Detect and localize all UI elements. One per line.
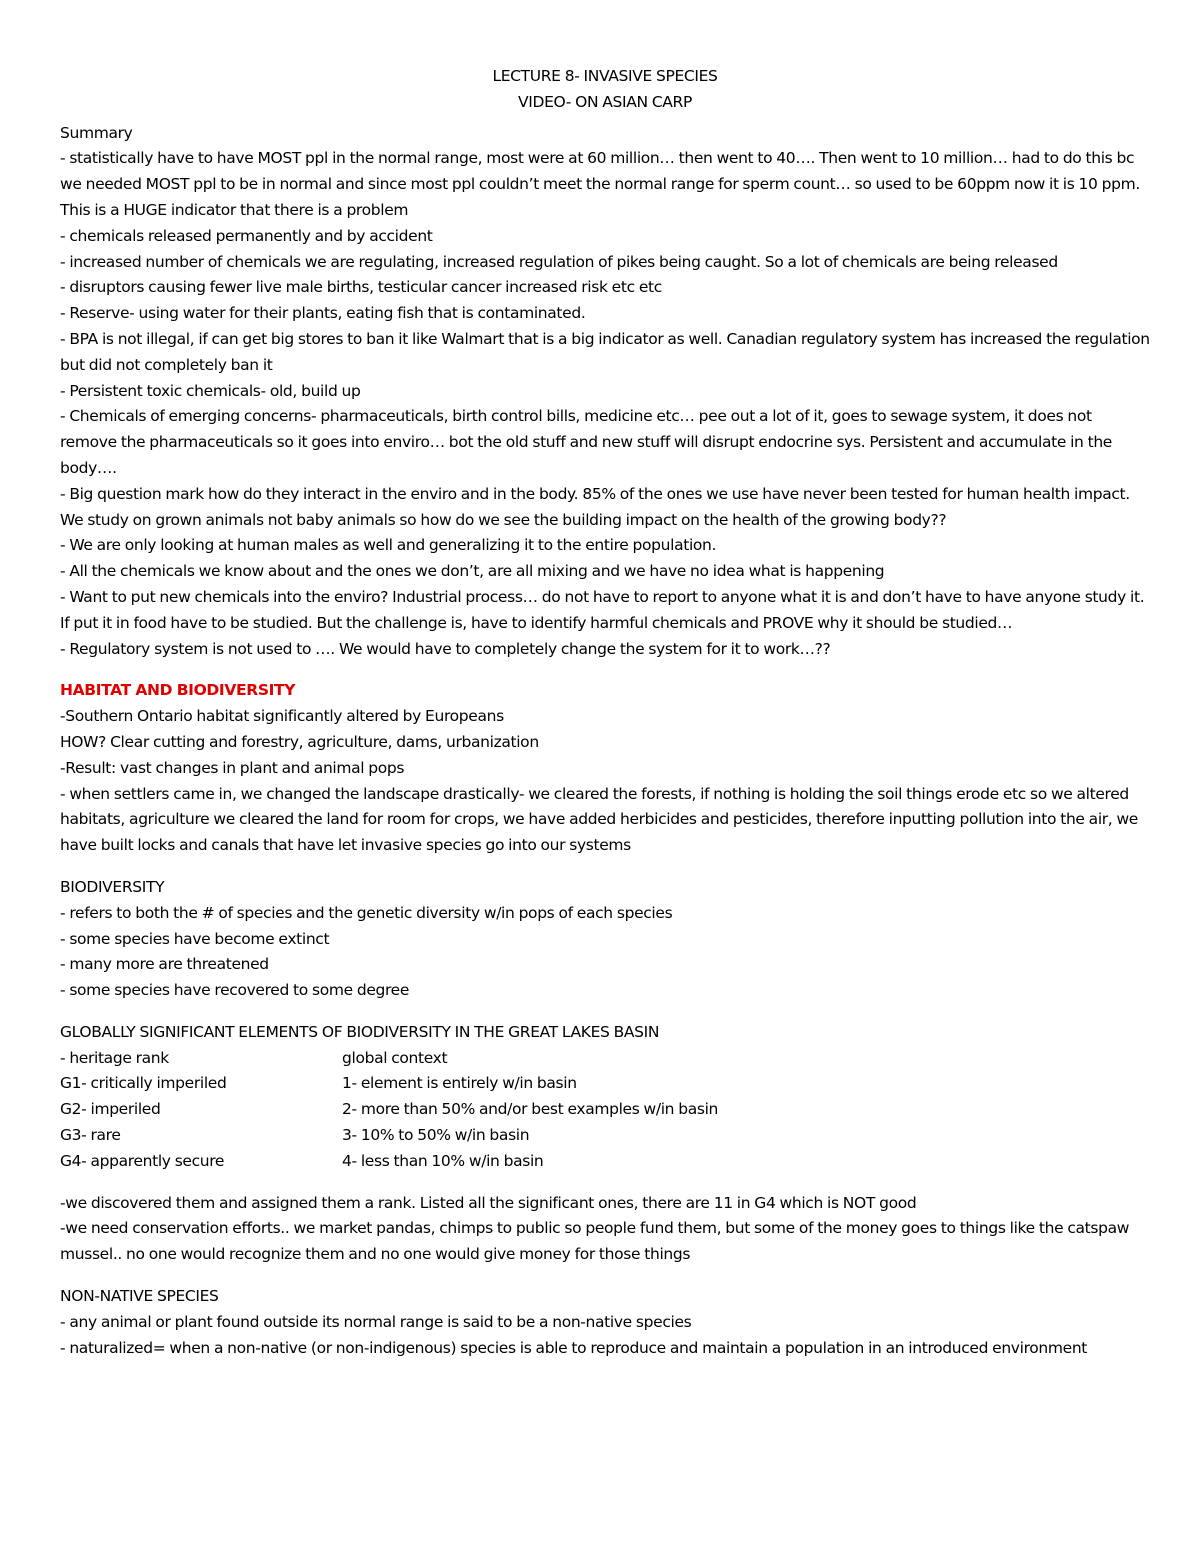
document-page <box>60 64 1150 1361</box>
nonnative-item: - naturalized= when a non-native (or non-indigenous) species is able to reproduce and maintain a population in an introduced environment <box>60 1338 1088 1357</box>
section-gap <box>60 1175 1150 1191</box>
rank-context: 4- less than 10% w/in basin <box>342 1151 544 1170</box>
lecture-title: LECTURE 8- INVASIVE SPECIES <box>492 67 718 85</box>
global-heading: GLOBALLY SIGNIFICANT ELEMENTS OF BIODIVERSITY IN THE GREAT LAKES BASIN <box>60 1022 660 1041</box>
conservation-item: -we need conservation efforts.. we market pandas, chimps to public so people fund them, but some of the money goes to things like the catspaw mussel.. no one would recognize them and no one would give money for those things <box>60 1219 1130 1264</box>
biodiversity-item: - refers to both the # of species and the genetic diversity w/in pops of each species <box>60 903 673 922</box>
habitat-item: -Southern Ontario habitat significantly altered by Europeans <box>60 707 504 726</box>
nonnative-heading: NON-NATIVE SPECIES <box>60 1287 219 1306</box>
summary-section <box>60 121 1150 663</box>
rank-label: G4- apparently secure <box>60 1151 225 1170</box>
summary-item: - Reserve- using water for their plants, eating fish that is contaminated. <box>60 304 586 323</box>
habitat-item: -Result: vast changes in plant and animal pops <box>60 758 405 777</box>
summary-item: - disruptors causing fewer live male births, testicular cancer increased risk etc etc <box>60 278 662 297</box>
rank-context: 2- more than 50% and/or best examples w/in basin <box>342 1100 719 1119</box>
summary-item: - Want to put new chemicals into the enviro? Industrial process… do not have to report to anyone what it is and don’t have to have anyone study it. If put it in food have to be studied. But the challenge is, have to identify harmful chemicals and PROVE why it should be studied… <box>60 587 1145 632</box>
summary-item: - Regulatory system is not used to …. We would have to completely change the system for it to work…?? <box>60 639 831 658</box>
summary-item: - statistically have to have MOST ppl in the normal range, most were at 60 million… then went to 40…. Then went to 10 million… had to do this bc we needed MOST ppl to be in normal and since most ppl couldn’t meet the normal range for sperm count… so used to be 60ppm now it is 10 ppm. This is a HUGE indicator that there is a problem <box>60 149 1140 219</box>
rank-context: 3- 10% to 50% w/in basin <box>342 1126 530 1145</box>
summary-item: - Persistent toxic chemicals- old, build up <box>60 381 361 400</box>
summary-item: - chemicals released permanently and by accident <box>60 226 433 245</box>
nonnative-section <box>60 1284 1150 1361</box>
conservation-item: -we discovered them and assigned them a rank. Listed all the significant ones, there are 11 in G4 which is NOT good <box>60 1193 917 1212</box>
rank-row <box>60 1123 1150 1149</box>
biodiversity-heading: BIODIVERSITY <box>60 877 165 896</box>
rank-row <box>60 1149 1150 1175</box>
rank-row <box>60 1046 1150 1072</box>
habitat-item: HOW? Clear cutting and forestry, agriculture, dams, urbanization <box>60 732 539 751</box>
rank-context: 1- element is entirely w/in basin <box>342 1074 577 1093</box>
global-section <box>60 1020 1150 1175</box>
summary-item: - Chemicals of emerging concerns- pharmaceuticals, birth control bills, medicine etc… pee out a lot of it, goes to sewage system, it does not remove the pharmaceuticals so it goes into enviro… bot the old stuff and new stuff will disrupt endocrine sys. Persistent and accumulate in the body…. <box>60 407 1112 477</box>
biodiversity-section <box>60 875 1150 1004</box>
rank-row <box>60 1071 1150 1097</box>
summary-item: - Big question mark how do they interact in the enviro and in the body. 85% of the ones we use have never been tested for human health impact. We study on grown animals not baby animals so how do we see the building impact on the health of the growing body?? <box>60 484 1130 529</box>
habitat-section <box>60 678 1150 859</box>
rank-label: - heritage rank <box>60 1048 169 1067</box>
biodiversity-item: - many more are threatened <box>60 955 269 974</box>
summary-item: - We are only looking at human males as well and generalizing it to the entire population. <box>60 536 717 555</box>
summary-item: - All the chemicals we know about and the ones we don’t, are all mixing and we have no idea what is happening <box>60 562 885 581</box>
conservation-section <box>60 1191 1150 1268</box>
summary-item: - BPA is not illegal, if can get big stores to ban it like Walmart that is a big indicator as well. Canadian regulatory system has increased the regulation but did not completely ban it <box>60 329 1150 374</box>
section-gap <box>60 1004 1150 1020</box>
rank-context: global context <box>342 1048 448 1067</box>
section-gap <box>60 662 1150 678</box>
rank-label: G2- imperiled <box>60 1100 161 1119</box>
rank-label: G1- critically imperiled <box>60 1074 227 1093</box>
habitat-heading: HABITAT AND BIODIVERSITY <box>60 681 296 700</box>
biodiversity-item: - some species have recovered to some degree <box>60 981 410 1000</box>
title-block <box>60 64 1150 116</box>
section-gap <box>60 859 1150 875</box>
summary-heading: Summary <box>60 123 133 142</box>
rank-label: G3- rare <box>60 1126 121 1145</box>
nonnative-item: - any animal or plant found outside its normal range is said to be a non-native species <box>60 1312 692 1331</box>
section-gap <box>60 1268 1150 1284</box>
rank-row <box>60 1097 1150 1123</box>
biodiversity-item: - some species have become extinct <box>60 929 330 948</box>
habitat-item: - when settlers came in, we changed the landscape drastically- we cleared the forests, if nothing is holding the soil things erode etc so we altered habitats, agriculture we cleared the land for room for crops, we have added herbicides and pesticides, therefore inputting pollution into the air, we have built locks and canals that have let invasive species go into our systems <box>60 784 1138 855</box>
summary-item: - increased number of chemicals we are regulating, increased regulation of pikes being caught. So a lot of chemicals are being released <box>60 252 1058 271</box>
video-subtitle: VIDEO- ON ASIAN CARP <box>518 92 692 111</box>
